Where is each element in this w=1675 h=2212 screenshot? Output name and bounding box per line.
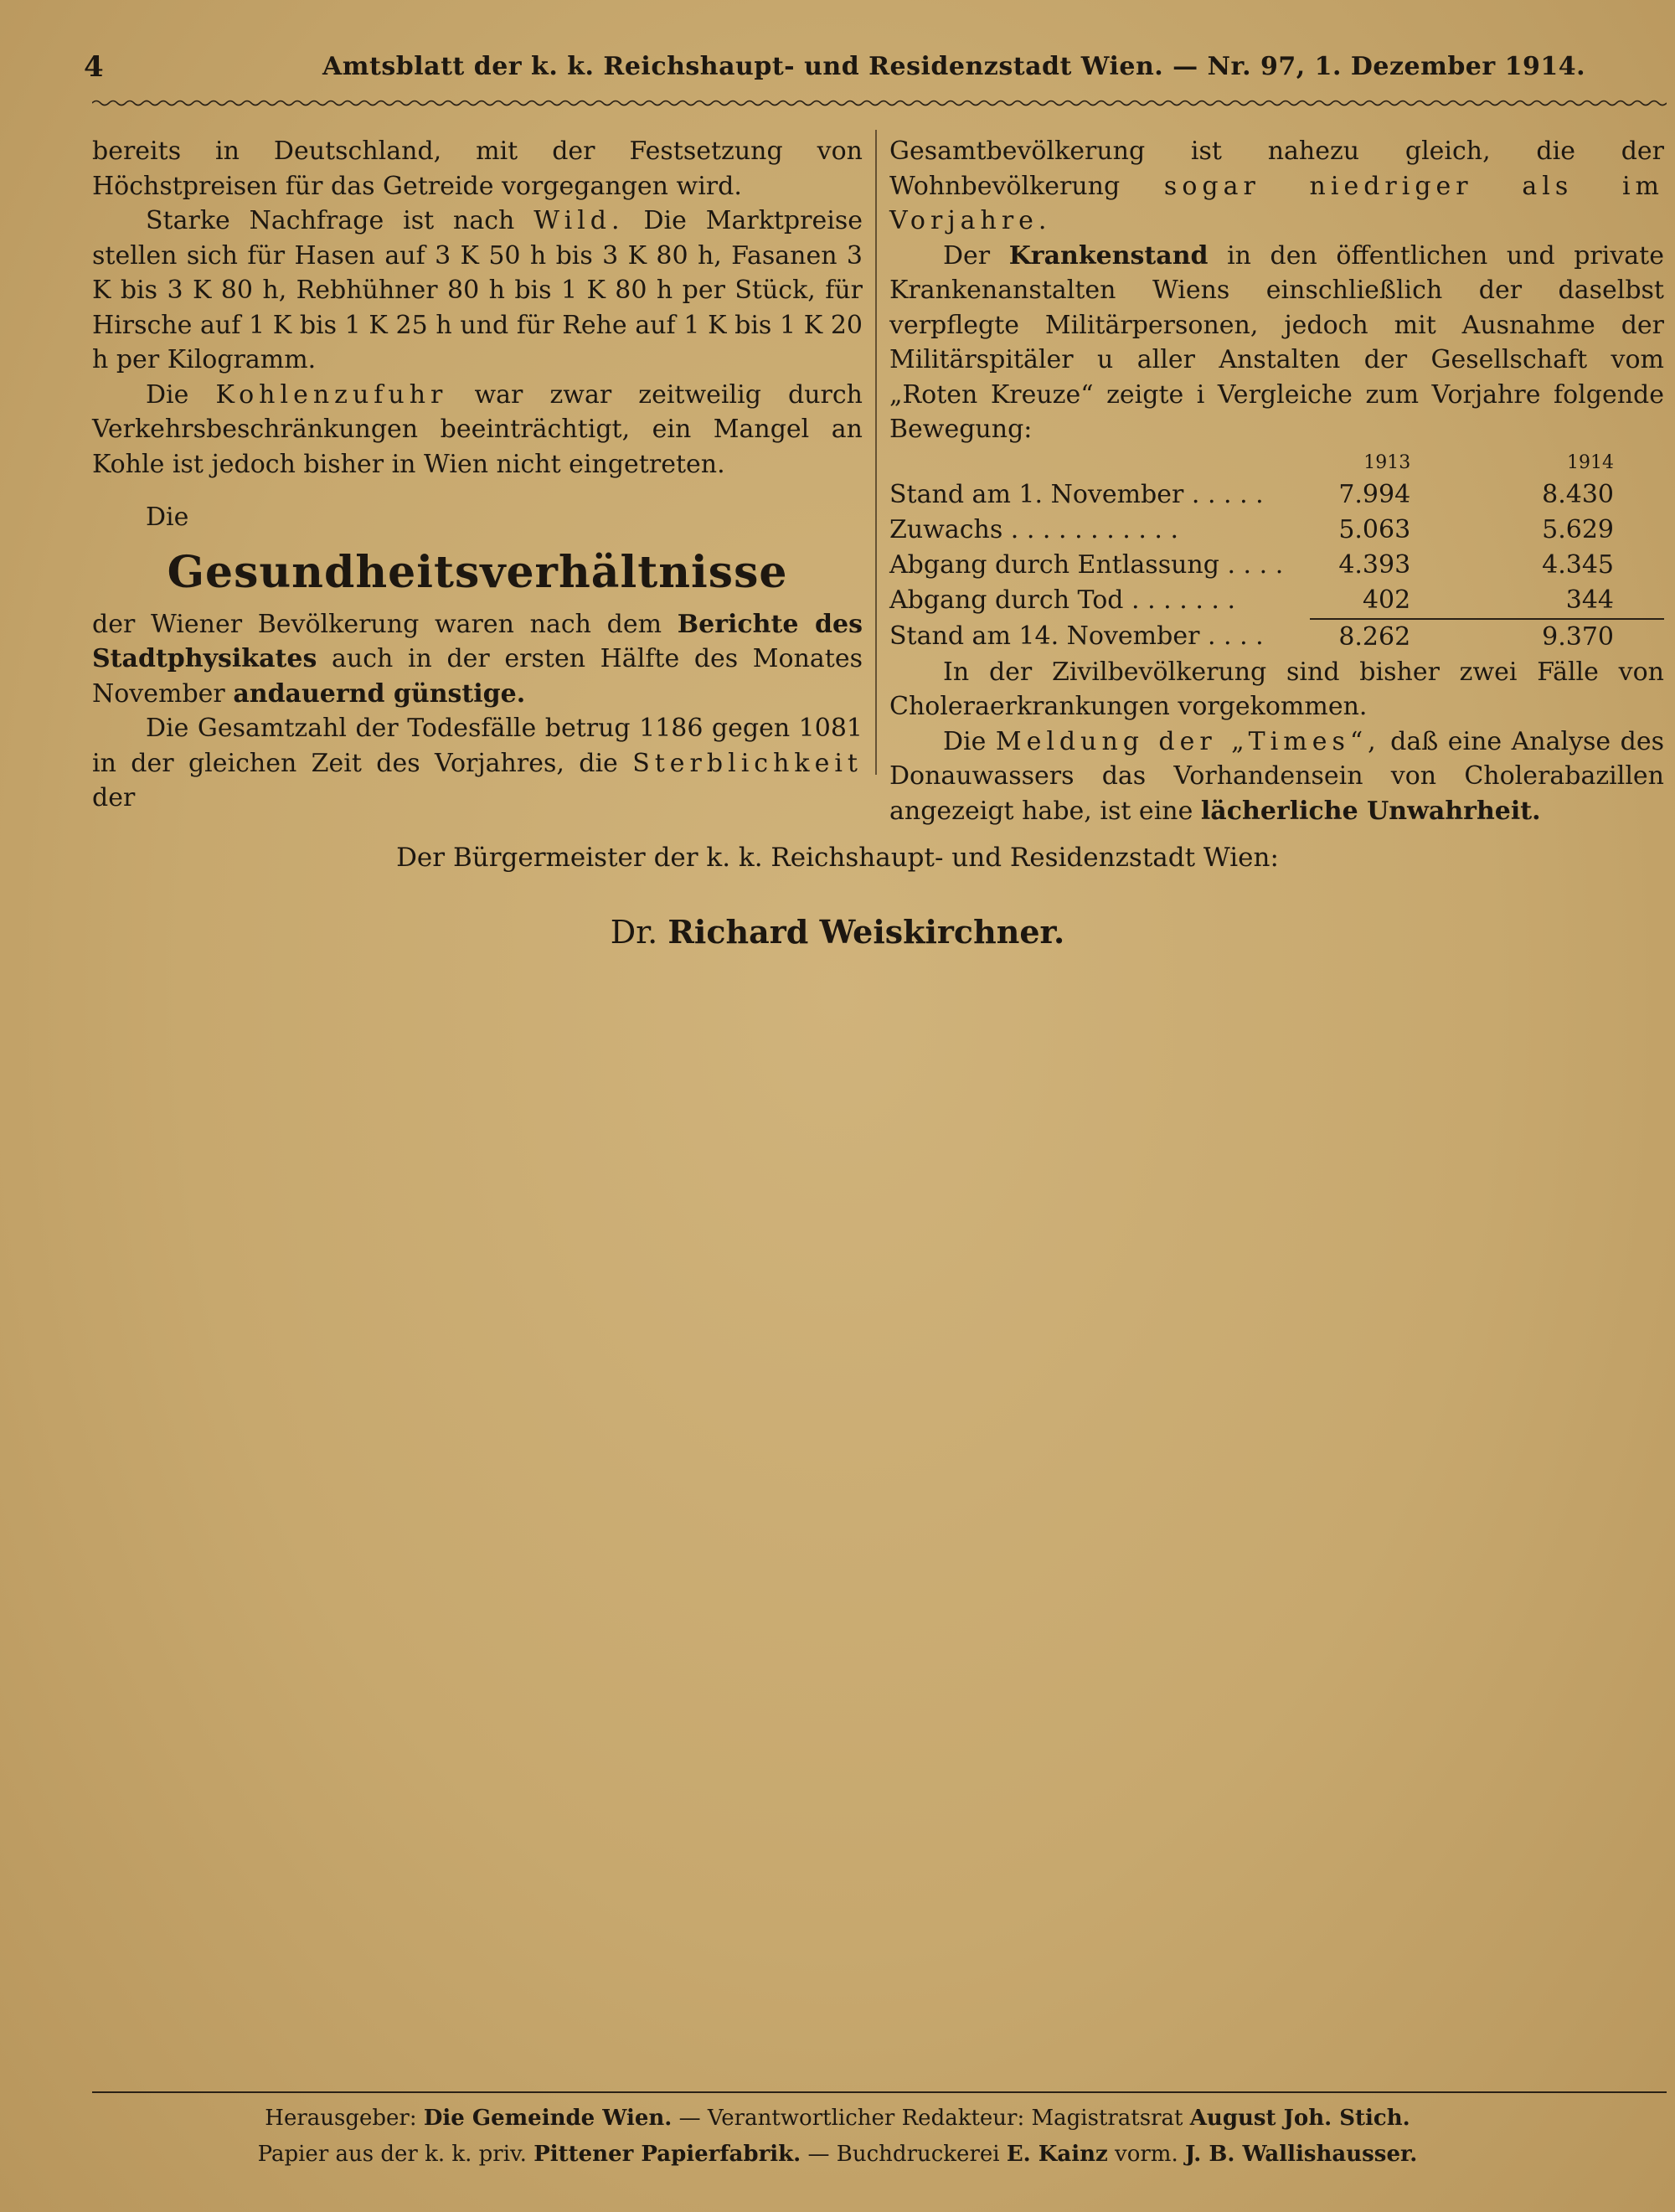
keyword-bericht: Berichte des Stadtphysikates bbox=[92, 609, 863, 673]
table-header-row bbox=[889, 449, 1664, 477]
left-column bbox=[92, 134, 863, 816]
keyword-unwahrheit: lächerliche Unwahrheit. bbox=[1200, 796, 1541, 826]
keyword-meldung: Meldung der „Times“, bbox=[995, 726, 1381, 756]
section-heading: Gesundheitsverhältnisse bbox=[167, 546, 788, 598]
mayor-signature: Dr. Richard Weiskirchner. bbox=[610, 913, 1065, 951]
keyword-wild: Wild. bbox=[533, 206, 625, 235]
running-title: Amtsblatt der k. k. Reichshaupt- und Residenzstadt Wien. — Nr. 97, 1. Dezember 1914. bbox=[322, 52, 1586, 81]
heading-intro: Die bbox=[146, 503, 189, 532]
sick-statistics-table bbox=[889, 449, 1664, 655]
table-row: Stand am 1. November . . . . . 7.994 8.430 bbox=[889, 479, 1614, 509]
table-row: Abgang durch Entlassung . . . . 4.393 4.345 bbox=[889, 549, 1614, 580]
paragraph-deaths: Die Gesamtzahl der Todesfälle betrug 1186 gegen 1081 in der gleichen Zeit des Vorjahres, die Sterblichkeit der bbox=[92, 714, 863, 812]
table-row: Abgang durch Tod . . . . . . . 402 344 bbox=[889, 583, 1664, 619]
paragraph-population: Gesamtbevölkerung ist nahezu gleich, die der Wohnbevölkerung sogar niedriger als im Vorjahre. bbox=[889, 137, 1664, 235]
paragraph-game: Starke Nachfrage ist nach Wild. Die Marktpreise stellen sich für Hasen auf 3 K 50 h bis 3 K 80 h, Fasanen 3 K bis 3 K 80 h, Rebhühner 80 h bis 1 K 80 h per Stück, für Hirsche auf 1 K bis 1 K 25 h und für Rehe auf 1 K bis 1 K 20 h per Kilogramm. bbox=[92, 206, 863, 374]
footer-publisher-line: Herausgeber: Die Gemeinde Wien. — Verantwortlicher Redakteur: Magistratsrat August Joh. Stich. bbox=[265, 2106, 1410, 2131]
page-header bbox=[0, 50, 1675, 84]
mayor-name: Richard Weiskirchner. bbox=[667, 913, 1065, 951]
year-1914-header: 1914 bbox=[1567, 451, 1614, 473]
paragraph-times: Die Meldung der „Times“, daß eine Analyse des Donauwassers das Vorhandensein von Cholerabazillen angezeigt habe, ist eine lächerliche Unwahrheit. bbox=[889, 726, 1664, 826]
footer-rule bbox=[92, 2091, 1667, 2093]
table-row-total: Stand am 14. November . . . . 8.262 9.370 bbox=[889, 621, 1614, 652]
year-1913-header: 1913 bbox=[1363, 451, 1411, 473]
paragraph-coal: Die Kohlenzufuhr war zwar zeitweilig durch Verkehrsbeschränkungen beeinträchtigt, ein Mangel an Kohle ist jedoch bisher in Wien nicht eingetreten. bbox=[92, 379, 863, 479]
paragraph-sick: Der Krankenstand in den öffentlichen und private Krankenanstalten Wiens einschließlich der daselbst verpflegte Militärpersonen, jedoch mit Ausnahme der Militärspitäler u aller Anstalten der Gesellschaft vom „Roten Kreuze“ zeigte i Vergleiche zum Vorjahre folgende Bewegung: bbox=[889, 240, 1664, 444]
paragraph-grain: bereits in Deutschland, mit der Festsetzung von Höchstpreisen für das Getreide vorgegangen wird. bbox=[92, 137, 863, 201]
keyword-krankenstand: Krankenstand bbox=[1008, 240, 1209, 271]
page-number: 4 bbox=[84, 50, 104, 84]
paragraph-cholera: In der Zivilbevölkerung sind bisher zwei Fälle von Choleraerkrankungen vorgekommen. bbox=[889, 657, 1664, 721]
keyword-guenstig: andauernd günstige. bbox=[233, 678, 526, 709]
keyword-kohlenzufuhr: Kohlenzufuhr bbox=[215, 379, 448, 410]
header-wavy-rule bbox=[92, 99, 1667, 107]
table-row: Zuwachs . . . . . . . . . . . 5.063 5.629 bbox=[889, 514, 1614, 544]
right-column bbox=[889, 134, 1664, 828]
column-divider bbox=[875, 130, 877, 775]
keyword-sterblichkeit: Sterblichkeit bbox=[632, 748, 863, 778]
paragraph-health: der Wiener Bevölkerung waren nach dem Berichte des Stadtphysikates auch in der ersten Hälfte des Monates November andauernd günstige. bbox=[92, 609, 863, 709]
mayor-signoff-line: Der Bürgermeister der k. k. Reichshaupt- und Residenzstadt Wien: bbox=[396, 843, 1279, 873]
footer-printer-line: Papier aus der k. k. priv. Pittener Papierfabrik. — Buchdruckerei E. Kainz vorm. J. B. Wallishausser. bbox=[257, 2142, 1418, 2167]
